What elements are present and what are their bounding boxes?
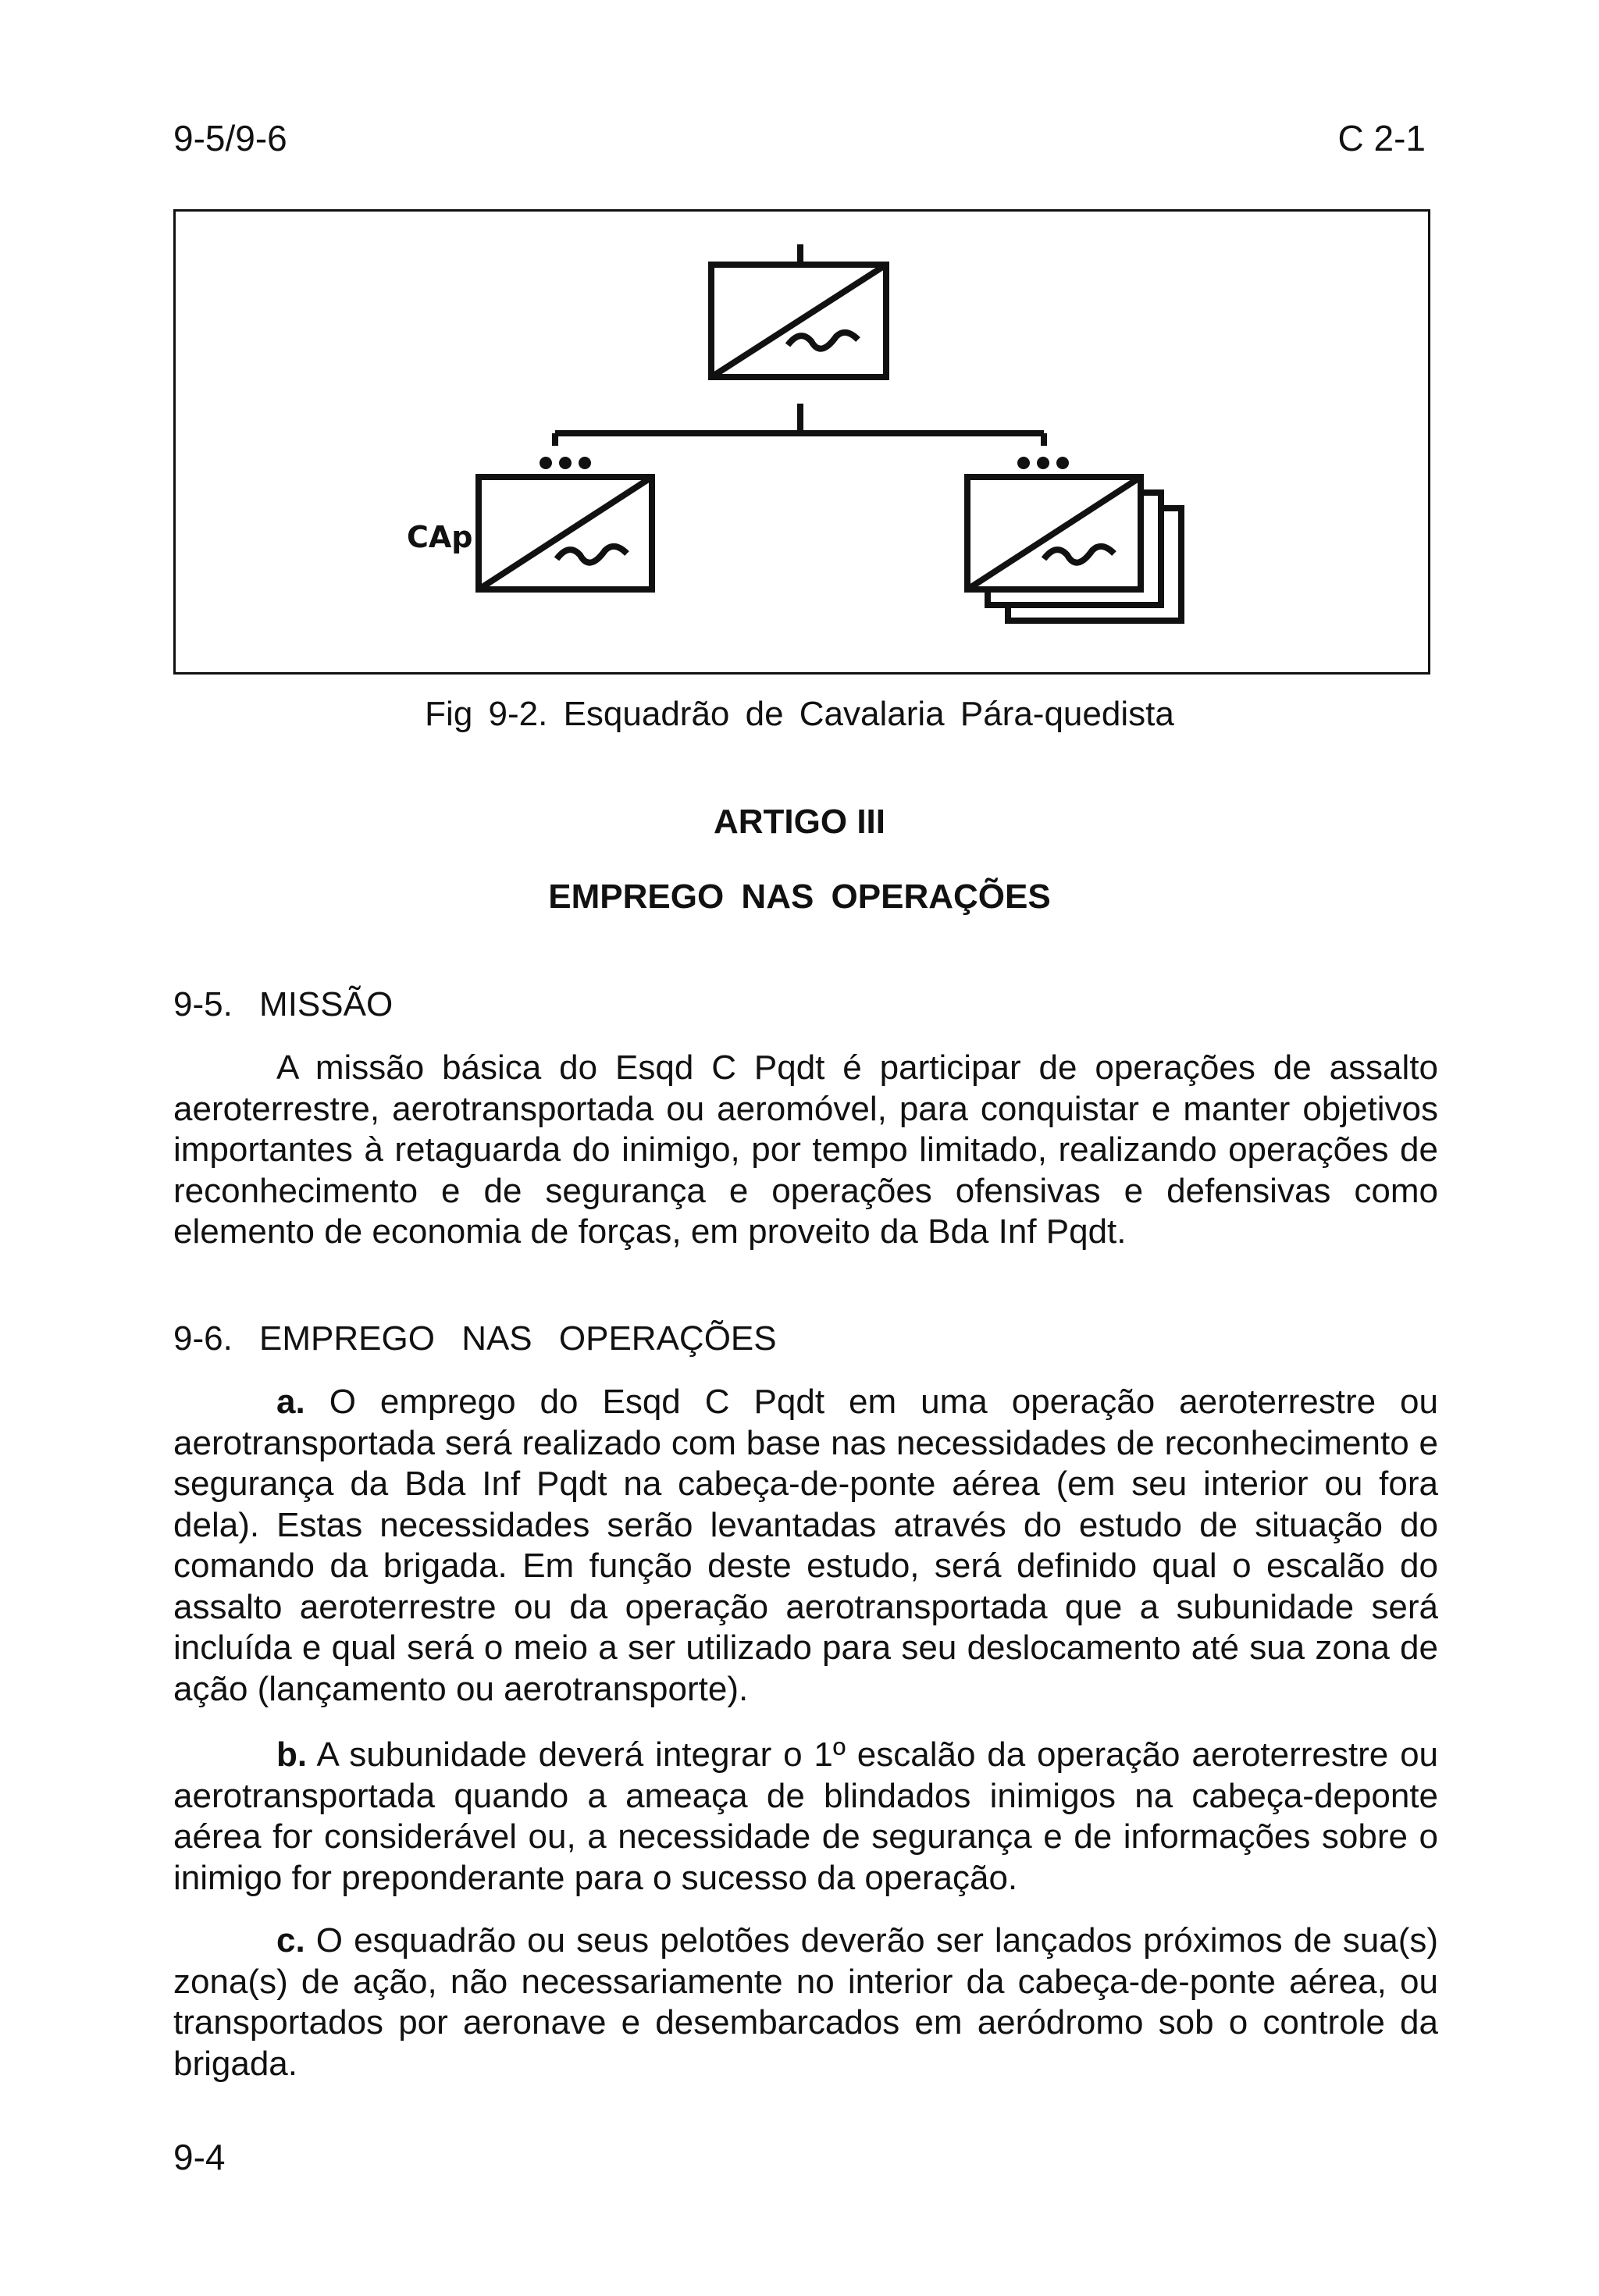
section-heading-missao: 9-5. MISSÃO: [173, 985, 394, 1023]
platoons-stacked-unit-symbol: [967, 477, 1181, 621]
paragraph-missao: A missão básica do Esqd C Pqdt é participar de operações de assalto aeroterrestre, aerotransportada ou aeromóvel, para conquistar e manter objetivos importantes à retaguarda do inimigo, por tempo limitado, realizando operações de reconhecimento e de segurança e operações ofensivas e defensivas como elemento de economia de forças, em proveito da Bda Inf Pqdt.: [173, 1048, 1438, 1251]
figure-caption: Fig 9-2. Esquadrão de Cavalaria Pára-quedista: [425, 695, 1174, 733]
paragraph-a-label: a.: [276, 1383, 305, 1421]
paragraph-c-text: O esquadrão ou seus pelotões deverão ser lançados próximos de sua(s) zona(s) de ação, não necessariamente no interior da cabeça-de-ponte aérea, ou transportados por aeronave e desembarcados em aeródromo sob o controle da brigada.: [173, 1921, 1438, 2083]
paragraph-b-label: b.: [276, 1735, 308, 1774]
page-number: 9-4: [173, 2137, 226, 2177]
squadron-unit-symbol: [711, 265, 886, 377]
paragraph-c-label: c.: [276, 1921, 305, 1960]
org-chart-diagram: [176, 212, 1433, 677]
paragraph-a-text: O emprego do Esqd C Pqdt em uma operação aeroterrestre ou aerotransportada será realizado com base nas necessidades de reconhecimento e segurança da Bda Inf Pqdt na cabeça-de-ponte aérea (em seu interior ou fora dela). Estas necessidades serão levantadas através do estudo de situação do comando da brigada. Em função deste estudo, será definido qual o escalão do assalto aeroterrestre ou da operação aerotransportada que a subunidade será incluída e qual será o meio a ser utilizado para seu deslocamento até sua zona de ação (lançamento ou aerotransporte).: [173, 1383, 1438, 1708]
header-left-reference: 9-5/9-6: [173, 118, 287, 158]
cap-side-label: CAp: [407, 520, 473, 554]
paragraph-b-text: A subunidade deverá integrar o 1º escalão da operação aeroterrestre ou aerotransportada quando a ameaça de blindados inimigos na cabeça-deponte aérea for considerável ou, a necessidade de segurança e de informações sobre o inimigo for preponderante para o sucesso da operação.: [173, 1735, 1439, 1897]
paragraph-c: [173, 1920, 1438, 2084]
article-subtitle: EMPREGO NAS OPERAÇÕES: [548, 877, 1051, 916]
organization-chart-figure: [173, 209, 1430, 675]
header-right-manual-code: C 2-1: [1337, 118, 1426, 158]
platoon-cap-unit-symbol: [479, 477, 652, 589]
paragraph-b: [173, 1735, 1438, 1899]
article-title: ARTIGO III: [714, 803, 885, 841]
platoon-echelon-dots-left: [540, 457, 591, 469]
paragraph-a: [173, 1382, 1438, 1710]
section-heading-emprego: 9-6. EMPREGO NAS OPERAÇÕES: [173, 1319, 777, 1358]
platoon-echelon-dots-right: [1017, 457, 1069, 469]
